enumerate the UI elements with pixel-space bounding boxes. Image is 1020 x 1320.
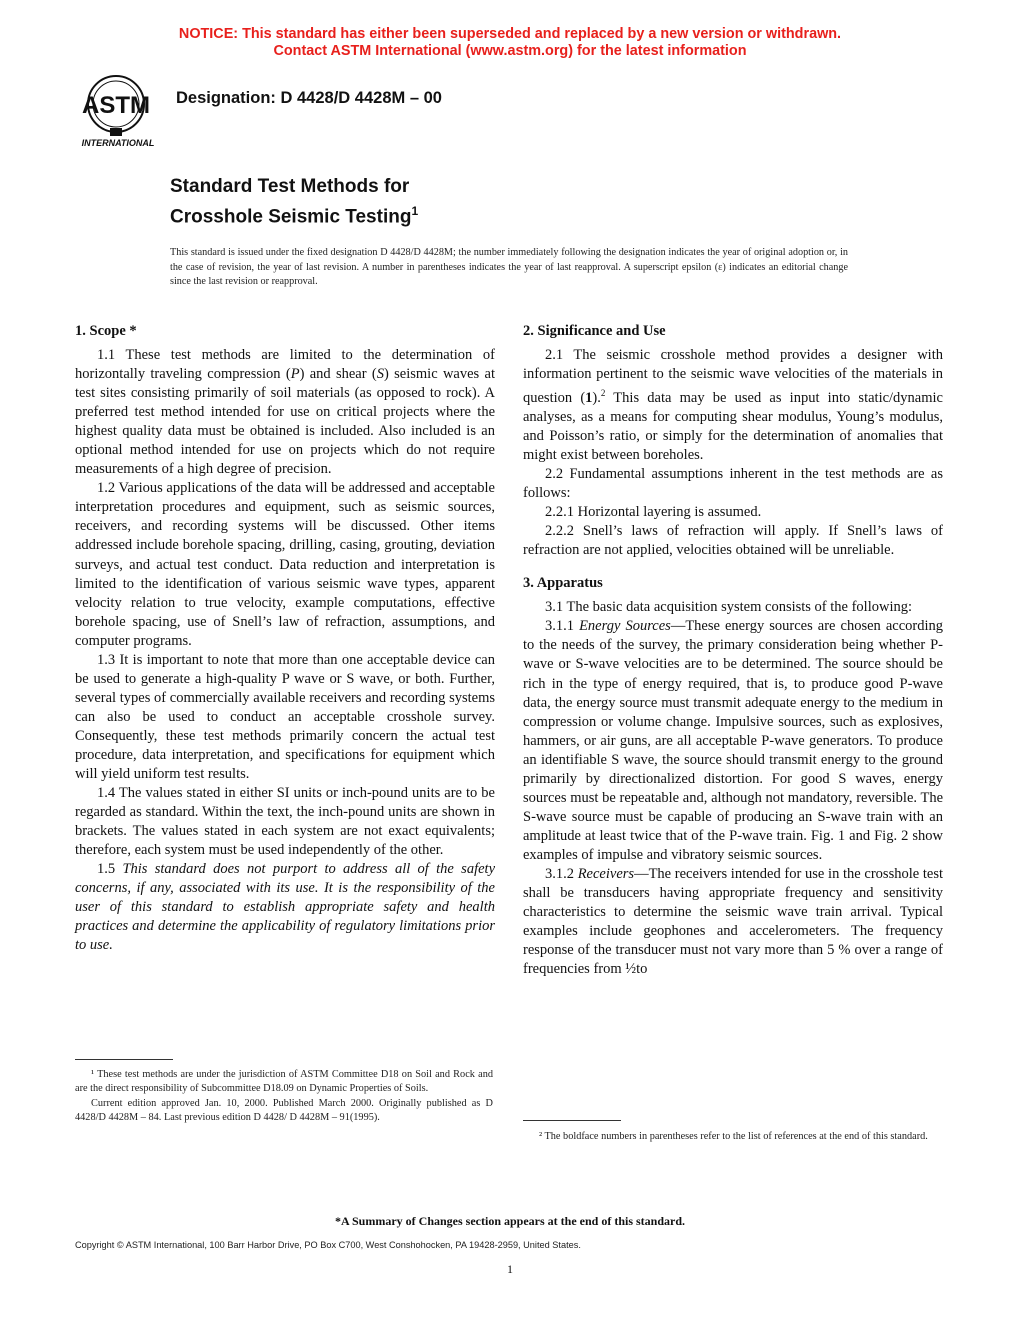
footnote-1 xyxy=(75,1068,493,1126)
svg-text:ASTM: ASTM xyxy=(82,92,150,119)
logo-text: INTERNATIONAL xyxy=(81,138,155,148)
footnote-1-text: ¹ These test methods are under the jurisdiction of ASTM Committee D18 on Soil and Rock and are the direct responsibility of Subcommittee D18.09 on Dynamic Properties of Soils. xyxy=(75,1069,493,1095)
footnote-rule-left xyxy=(75,1059,173,1060)
title-line-2: Crosshole Seismic Testing$^1$ xyxy=(170,204,419,228)
astm-logo-icon xyxy=(72,72,164,152)
right-column xyxy=(523,322,943,979)
scope-1-4: 1.4 The values stated in either SI units or inch-pound units are to be regarded as standard. Within the text, the inch-pound units are shown in brackets. The values stated in each system are not exact equivalents; therefore, each system must be used independently of the other. xyxy=(75,785,495,859)
footnote-2 xyxy=(523,1130,943,1144)
copyright: Copyright © ASTM International, 100 Barr Harbor Drive, PO Box C700, West Conshohocken, PA 19428-2959, United States. xyxy=(75,1240,581,1250)
scope-1-2: 1.2 Various applications of the data will be addressed and acceptable interpretation procedures and equipment, such as seismic sources, receivers, and recording systems will be discussed. Other items addressed include borehole spacing, drilling, casing, grouting, deviation surveys, and actual test conduct. Data reduction and interpretation is limited to the identification of various seismic wave types, apparent velocity relation to true velocity, example computations, effective borehole spacing, use of Snell’s law of refraction, assumptions, and computer programs. xyxy=(75,480,495,649)
significance-2-2: 2.2 Fundamental assumptions inherent in the test methods are as follows: xyxy=(523,466,943,502)
apparatus-3-1-1: 3.1.1 Energy Sources—These energy sources are chosen according to the needs of the survey, the primary consideration being whether P-wave or S-wave velocities are to be determined. The source should be rich in the type of energy required, that is, to produce good P-wave data, the energy source must transmit adequate energy to the medium in compression or volume change. Impulsive sources, such as explosives, hammers, or air guns, are all acceptable P-wave generators. To produce an identifiable S wave, the source should transmit energy to the ground primarily by directionalized distortion. For good S waves, energy sources must be repeatable and, although not mandatory, reversible. The S-wave source must be capable of producing an S-wave train with an amplitude at least twice that of the P-wave train. Fig. 1 and Fig. 2 show examples of impulse and vibratory seismic sources. xyxy=(523,618,944,863)
notice-banner xyxy=(0,26,1020,60)
title-line-1: Standard Test Methods for xyxy=(170,176,410,197)
significance-2-1: 2.1 The seismic crosshole method provides a designer with information pertinent to the seismic wave velocities of the materials in question (1).$^2$ This data may be used as input into static/dynamic analyses, as a means for computing shear modulus, Young’s modulus, and Poisson’s ratio, or simply for the determination of anomalies that might exist between boreholes. xyxy=(523,347,943,464)
left-column xyxy=(75,322,495,956)
notice-line-2: Contact ASTM International (www.astm.org) for the latest information xyxy=(273,43,747,59)
summary-of-changes-note: *A Summary of Changes section appears at the end of this standard. xyxy=(334,1214,686,1228)
scope-1-3: 1.3 It is important to note that more than one acceptable device can be used to generate a high-quality P wave or S wave, or both. Further, several types of commercially available receivers and recording systems can also be used to conduct an acceptable crosshole survey. Consequently, these test methods primarily concern the actual test procedure, data interpretation, and specifications for equipment which will yield uniform test results. xyxy=(75,651,495,783)
document-title xyxy=(170,175,418,229)
footnote-2-ref[interactable]: 2 xyxy=(600,388,606,399)
significance-2-2-1: 2.2.1 Horizontal layering is assumed. xyxy=(545,504,762,521)
significance-2-2-2: 2.2.2 Snell’s laws of refraction will apply. If Snell’s laws of refraction are not applied, velocities obtained will be unreliable. xyxy=(523,523,943,559)
scope-heading: 1. Scope * xyxy=(75,323,137,339)
apparatus-heading: 3. Apparatus xyxy=(523,575,603,592)
issuance-statement: This standard is issued under the fixed designation D 4428/D 4428M; the number immediately following the designation indicates the year of original adoption or, in the case of revision, the year of last revision. A number in parentheses indicates the year of last reapproval. A superscript epsilon (ε) indicates an editorial change since the last revision or reapproval. xyxy=(170,247,848,287)
apparatus-3-1: 3.1 The basic data acquisition system consists of the following: xyxy=(545,599,913,616)
notice-line-1: NOTICE: This standard has either been superseded and replaced by a new version or withdrawn. xyxy=(178,26,842,42)
page-number: 1 xyxy=(507,1262,513,1276)
apparatus-3-1-2: 3.1.2 Receivers—The receivers intended for use in the crosshole test shall be transducers having appropriate frequency and sensitivity characteristics to determine the seismic wave train arrival. Typical examples include geophones and accelerometers. The frequency response of the transducer must not vary more than 5 % over a range of frequencies from ½to xyxy=(523,866,943,978)
significance-heading: 2. Significance and Use xyxy=(523,323,666,339)
footnote-2-text: ² The boldface numbers in parentheses refer to the list of references at the end of this standard. xyxy=(539,1131,928,1142)
scope-1-1: 1.1 These test methods are limited to the determination of horizontally traveling compression (P) and shear (S) seismic waves at test sites consisting primarily of soil materials (as opposed to rock). A preferred test method intended for use on critical projects where the highest quality data must be obtained is included. Also included is an optional method intended for use on projects which do not require measurements of a high degree of precision. xyxy=(75,347,495,478)
designation: Designation: D 4428/D 4428M – 00 xyxy=(176,89,442,107)
footnote-1-edition: Current edition approved Jan. 10, 2000. Published March 2000. Originally published as D 4428/D 4428M – 84. Last previous edition D 4428/ D 4428M – 91(1995). xyxy=(75,1097,493,1124)
title-footnote-ref[interactable]: 1 xyxy=(411,204,419,218)
scope-1-5: 1.5 This standard does not purport to address all of the safety concerns, if any, associated with its use. It is the responsibility of the user of this standard to establish appropriate safety and health practices and determine the applicability of regulatory limitations prior to use. xyxy=(75,861,496,954)
footnote-rule-right xyxy=(523,1120,621,1121)
